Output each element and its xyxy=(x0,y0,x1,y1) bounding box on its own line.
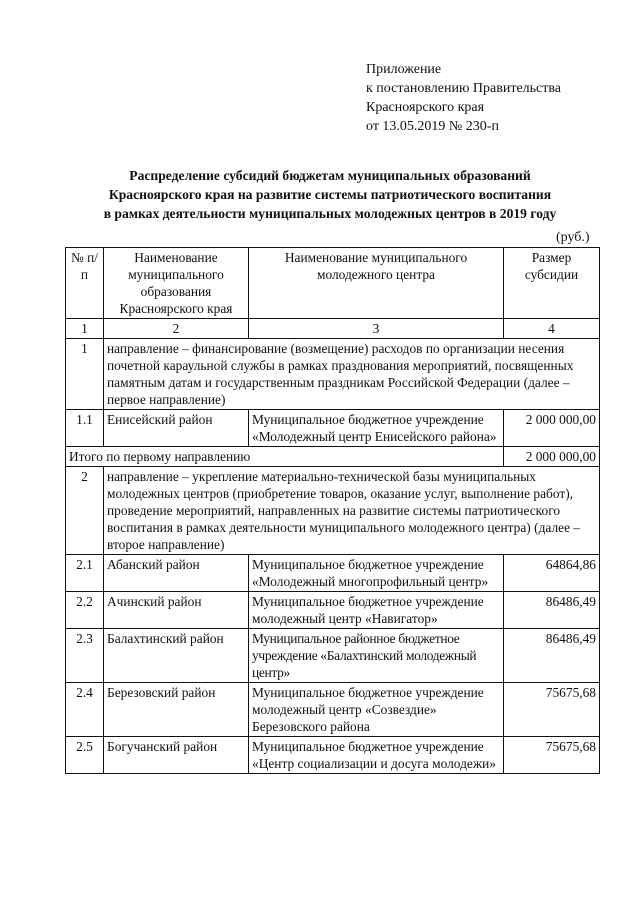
table-header-row xyxy=(66,248,600,319)
col-number: 3 xyxy=(249,319,504,339)
appendix-line: Приложение xyxy=(366,62,442,77)
row-num: 2.2 xyxy=(66,592,104,629)
col-number: 4 xyxy=(504,319,600,339)
row-center: Муниципальное бюджетное учреждение «Молодежный многопрофильный центр» xyxy=(249,555,504,592)
row-num: 2.3 xyxy=(66,629,104,683)
currency-unit: (руб.) xyxy=(556,230,590,245)
row-center: Муниципальное районное бюджетное учреждение «Балахтинский молодежный центр» xyxy=(249,629,504,683)
appendix-block xyxy=(366,60,561,136)
col-number: 1 xyxy=(66,319,104,339)
row-amount: 75675,68 xyxy=(504,737,600,774)
header-municipality: Наименование муниципального образования Красноярского края xyxy=(104,248,249,319)
row-center: Муниципальное бюджетное учреждение молодежный центр «Навигатор» xyxy=(249,592,504,629)
title-line: в рамках деятельности муниципальных молодежных центров в 2019 году xyxy=(103,206,557,221)
row-center: Муниципальное бюджетное учреждение молодежный центр «Созвездие» Березовского района xyxy=(249,683,504,737)
total-row xyxy=(66,447,600,467)
table-row xyxy=(66,592,600,629)
row-municipality: Богучанский район xyxy=(104,737,249,774)
total-label: Итого по первому направлению xyxy=(66,447,504,467)
section-num: 1 xyxy=(66,339,104,410)
header-amount: Размер субсидии xyxy=(504,248,600,319)
column-number-row xyxy=(66,319,600,339)
appendix-line: от 13.05.2019 № 230-п xyxy=(366,119,499,134)
section-row xyxy=(66,467,600,555)
table-row xyxy=(66,737,600,774)
total-amount: 2 000 000,00 xyxy=(504,447,600,467)
row-amount: 2 000 000,00 xyxy=(504,410,600,447)
row-municipality: Енисейский район xyxy=(104,410,249,447)
title-line: Красноярского края на развитие системы патриотического воспитания xyxy=(108,187,552,202)
row-center: Муниципальное бюджетное учреждение «Центр социализации и досуга молодежи» xyxy=(249,737,504,774)
section-num: 2 xyxy=(66,467,104,555)
row-municipality: Ачинский район xyxy=(104,592,249,629)
header-num: № п/п xyxy=(66,248,104,319)
row-num: 2.1 xyxy=(66,555,104,592)
row-municipality: Березовский район xyxy=(104,683,249,737)
appendix-line: к постановлению Правительства xyxy=(366,81,562,96)
row-amount: 64864,86 xyxy=(504,555,600,592)
table-row xyxy=(66,555,600,592)
row-num: 2.4 xyxy=(66,683,104,737)
row-amount: 75675,68 xyxy=(504,683,600,737)
table-row xyxy=(66,629,600,683)
row-municipality: Абанский район xyxy=(104,555,249,592)
row-num: 1.1 xyxy=(66,410,104,447)
appendix-line: Красноярского края xyxy=(366,100,485,115)
row-amount: 86486,49 xyxy=(504,629,600,683)
row-center: Муниципальное бюджетное учреждение «Молодежный центр Енисейского района» xyxy=(249,410,504,447)
section-row xyxy=(66,339,600,410)
table-row xyxy=(66,410,600,447)
table-row xyxy=(66,683,600,737)
section-text: направление – укрепление материально-технической базы муниципальных молодежных центров (приобретение товаров, оказание услуг, выполнение работ), проведение мероприятий, направленных на развитие системы патриотического воспитания в рамках деятельности муниципального молодежного центра) (далее – второе направление) xyxy=(104,467,600,555)
title-line: Распределение субсидий бюджетам муниципальных образований xyxy=(129,168,531,183)
subsidy-table xyxy=(65,247,600,774)
document-title xyxy=(60,166,600,223)
row-amount: 86486,49 xyxy=(504,592,600,629)
header-center: Наименование муниципального молодежного центра xyxy=(249,248,504,319)
row-num: 2.5 xyxy=(66,737,104,774)
col-number: 2 xyxy=(104,319,249,339)
row-municipality: Балахтинский район xyxy=(104,629,249,683)
section-text: направление – финансирование (возмещение) расходов по организации несения почетной караульной службы в рамках празднования мероприятий, посвященных памятным датам и государственным праздникам Российской Федерации (далее – первое направление) xyxy=(104,339,600,410)
